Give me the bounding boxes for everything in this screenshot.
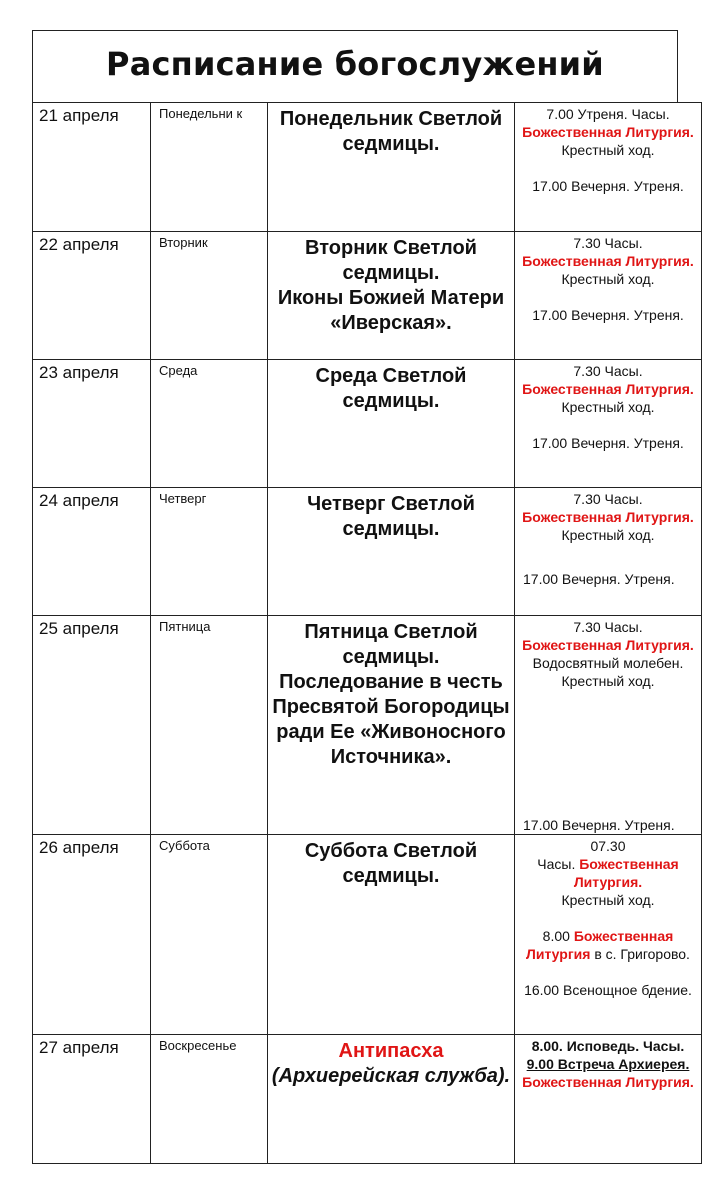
- weekday-cell: Вторник: [151, 232, 268, 360]
- liturgy-text: Божественная Литургия.: [522, 124, 694, 140]
- table-row: [33, 616, 702, 835]
- date-cell: 24 апреля: [33, 488, 151, 616]
- table-row: [33, 103, 702, 232]
- feast-text: Последование в честь Пресвятой Богородицы ради Ее «Живоносного Источника».: [272, 671, 510, 768]
- services-cell: [515, 835, 702, 1035]
- feast-text: Четверг Светлой седмицы.: [307, 493, 475, 540]
- feast-text-red: Антипасха: [338, 1040, 444, 1062]
- liturgy-text: Божественная Литургия.: [522, 509, 694, 525]
- title-box: [32, 30, 678, 102]
- feast-cell: [268, 360, 515, 488]
- service-time: 7.00 Утреня. Часы.: [546, 106, 670, 122]
- table-row: [33, 1035, 702, 1164]
- service-note: Крестный ход.: [561, 892, 655, 908]
- services-cell: [515, 360, 702, 488]
- service-note: в с. Григорово.: [594, 946, 690, 962]
- services-cell: [515, 232, 702, 360]
- service-time: 9.00 Встреча Архиерея.: [526, 1056, 690, 1072]
- service-time-hours: Часы.: [537, 856, 576, 872]
- service-note: Крестный ход.: [561, 271, 655, 287]
- feast-cell: [268, 835, 515, 1035]
- service-time: 7.30 Часы.: [573, 363, 643, 379]
- service-line: [519, 855, 697, 891]
- evening-service: 17.00 Вечерня. Утреня.: [532, 435, 684, 451]
- feast-text-italic: (Архиерейская служба).: [271, 1065, 511, 1087]
- weekday-cell: Пятница: [151, 616, 268, 835]
- date-cell: 25 апреля: [33, 616, 151, 835]
- feast-text: Среда Светлой седмицы.: [315, 365, 467, 412]
- feast-text: Пятница Светлой седмицы.: [304, 621, 478, 668]
- date-cell: 23 апреля: [33, 360, 151, 488]
- services-cell: [515, 1035, 702, 1164]
- table-row: [33, 360, 702, 488]
- weekday-cell: Суббота: [151, 835, 268, 1035]
- date-cell: 21 апреля: [33, 103, 151, 232]
- weekday-cell: Понедельни к: [151, 103, 268, 232]
- weekday-cell: Среда: [151, 360, 268, 488]
- evening-service: 17.00 Вечерня. Утреня.: [523, 571, 675, 587]
- liturgy-text: Божественная Литургия.: [522, 1074, 694, 1090]
- liturgy-text: Божественная Литургия.: [522, 637, 694, 653]
- liturgy-text: Божественная Литургия.: [522, 253, 694, 269]
- feast-text: Вторник Светлой седмицы.: [305, 237, 477, 284]
- date-cell: 22 апреля: [33, 232, 151, 360]
- feast-text: Понедельник Светлой седмицы.: [279, 108, 503, 155]
- service-note: Водосвятный молебен. Крестный ход.: [532, 655, 684, 689]
- service-note: Крестный ход.: [561, 399, 655, 415]
- service-time: 7.30 Часы.: [573, 491, 643, 507]
- schedule-table: [32, 102, 702, 1164]
- feast-text: Суббота Светлой седмицы.: [304, 840, 478, 887]
- evening-service: 16.00 Всенощное бдение.: [524, 982, 692, 998]
- service-note: Крестный ход.: [561, 142, 655, 158]
- service-time: 7.30 Часы.: [573, 619, 643, 635]
- feast-cell: [268, 616, 515, 835]
- service-line: [519, 927, 697, 963]
- page-title: Расписание богослужений: [106, 44, 604, 83]
- service-note: Крестный ход.: [561, 527, 655, 543]
- liturgy-text: Божественная Литургия.: [522, 381, 694, 397]
- date-cell: 27 апреля: [33, 1035, 151, 1164]
- feast-cell: [268, 232, 515, 360]
- date-cell: 26 апреля: [33, 835, 151, 1035]
- weekday-cell: Четверг: [151, 488, 268, 616]
- evening-service: 17.00 Вечерня. Утреня.: [532, 178, 684, 194]
- feast-cell: [268, 103, 515, 232]
- table-row: [33, 488, 702, 616]
- feast-cell: [268, 1035, 515, 1164]
- service-time: 8.00: [542, 928, 570, 944]
- table-row: [33, 232, 702, 360]
- evening-service: 17.00 Вечерня. Утреня.: [523, 817, 675, 833]
- schedule-page: [32, 30, 694, 1164]
- evening-service: 17.00 Вечерня. Утреня.: [532, 307, 684, 323]
- feast-text: Иконы Божией Матери «Иверская».: [277, 287, 505, 334]
- service-time: 07.30: [590, 838, 626, 854]
- weekday-cell: Воскресенье: [151, 1035, 268, 1164]
- services-cell: [515, 488, 702, 616]
- table-row: [33, 835, 702, 1035]
- feast-cell: [268, 488, 515, 616]
- services-cell: [515, 616, 702, 835]
- services-cell: [515, 103, 702, 232]
- service-time: 8.00. Исповедь. Часы.: [531, 1038, 685, 1054]
- liturgy-text: Божественная Литургия: [526, 928, 674, 962]
- liturgy-text: Божественная Литургия.: [573, 856, 679, 890]
- service-time: 7.30 Часы.: [573, 235, 643, 251]
